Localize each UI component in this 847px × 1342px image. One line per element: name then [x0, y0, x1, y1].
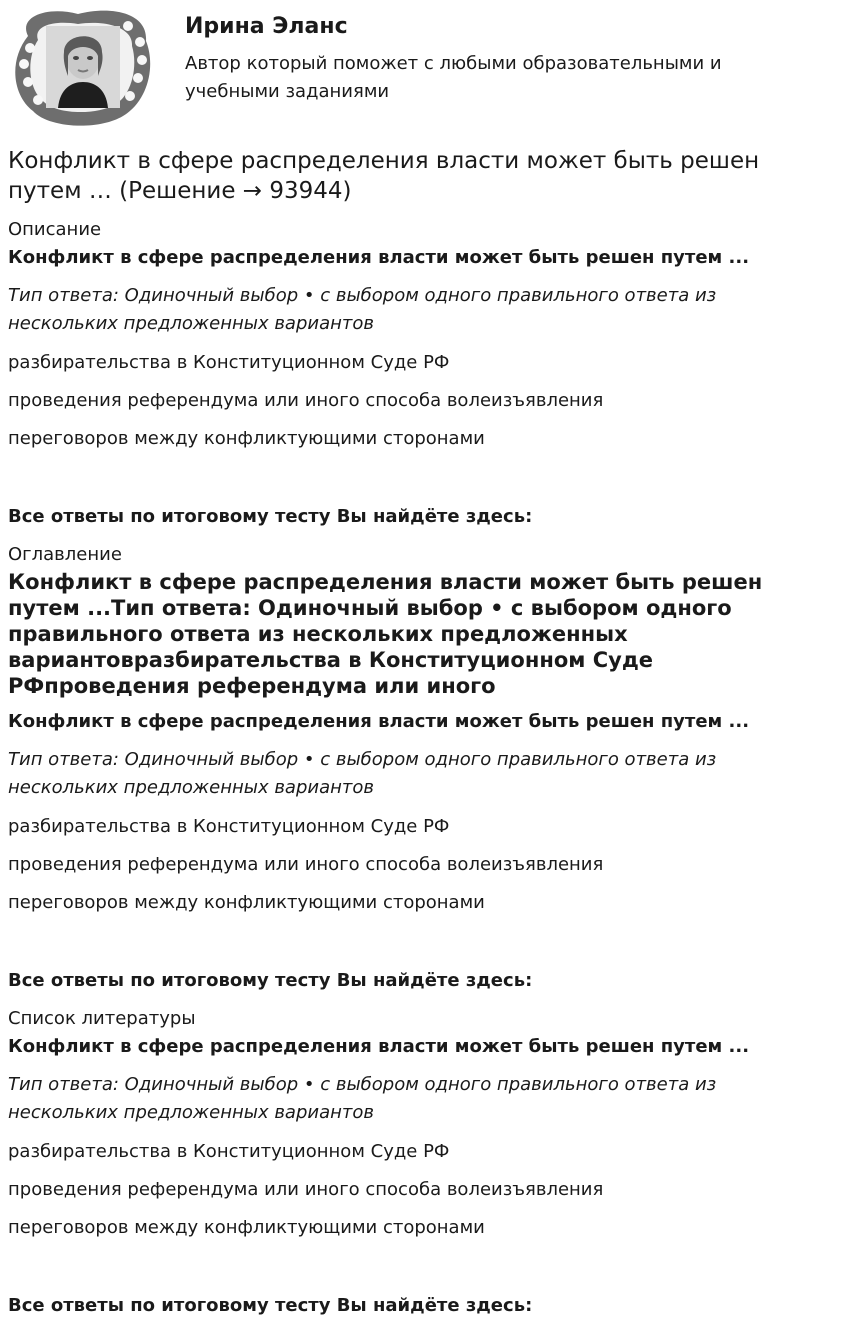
answer-option: разбирательства в Конституционном Суде РФ	[8, 1141, 450, 1162]
answer-option: переговоров между конфликтующими сторонами	[8, 892, 485, 913]
all-answers-note: Все ответы по итоговому тесту Вы найдёте здесь:	[8, 970, 533, 991]
question-heading: Конфликт в сфере распределения власти может быть решен путем ...	[8, 1036, 750, 1057]
answer-option: разбирательства в Конституционном Суде РФ	[8, 352, 450, 373]
toc-heading: Конфликт в сфере распределения власти может быть решен путем ...Тип ответа: Одиночный выбор • с выбором одного правильного ответа из нескольких предложенных вариантовразбирательства в Конституционном Суде РФпроведения референдума или иного	[8, 570, 763, 698]
question-heading: Конфликт в сфере распределения власти может быть решен путем ...	[8, 711, 750, 732]
question-heading: Конфликт в сфере распределения власти может быть решен путем ...	[8, 247, 750, 268]
answer-option: переговоров между конфликтующими сторонами	[8, 428, 485, 449]
all-answers-note: Все ответы по итоговому тесту Вы найдёте здесь:	[8, 506, 533, 527]
answer-option: проведения референдума или иного способа волеизъявления	[8, 390, 604, 411]
answer-option: переговоров между конфликтующими сторонами	[8, 1217, 485, 1238]
toc-section	[8, 543, 828, 993]
author-card	[8, 6, 839, 128]
answer-option: разбирательства в Конституционном Суде РФ	[8, 816, 450, 837]
answer-type: Тип ответа: Одиночный выбор • с выбором одного правильного ответа из нескольких предложенных вариантов	[8, 749, 717, 798]
answer-option: проведения референдума или иного способа волеизъявления	[8, 1179, 604, 1200]
all-answers-note: Все ответы по итоговому тесту Вы найдёте здесь:	[8, 1295, 533, 1316]
author-description: Автор который поможет с любыми образовательными и учебными заданиями	[185, 53, 722, 102]
answer-option: проведения референдума или иного способа волеизъявления	[8, 854, 604, 875]
description-section	[8, 218, 828, 529]
section-label: Описание	[8, 219, 102, 240]
avatar-film-reel-icon	[8, 6, 154, 128]
answer-type: Тип ответа: Одиночный выбор • с выбором одного правильного ответа из нескольких предложенных вариантов	[8, 285, 717, 334]
page-title: Конфликт в сфере распределения власти может быть решен путем … (Решение → 93944)	[8, 148, 760, 204]
main-content	[8, 146, 828, 1318]
section-label: Список литературы	[8, 1008, 196, 1029]
author-name: Ирина Эланс	[185, 14, 348, 39]
answer-type: Тип ответа: Одиночный выбор • с выбором одного правильного ответа из нескольких предложенных вариантов	[8, 1074, 717, 1123]
section-label: Оглавление	[8, 544, 122, 565]
references-section	[8, 1007, 828, 1318]
